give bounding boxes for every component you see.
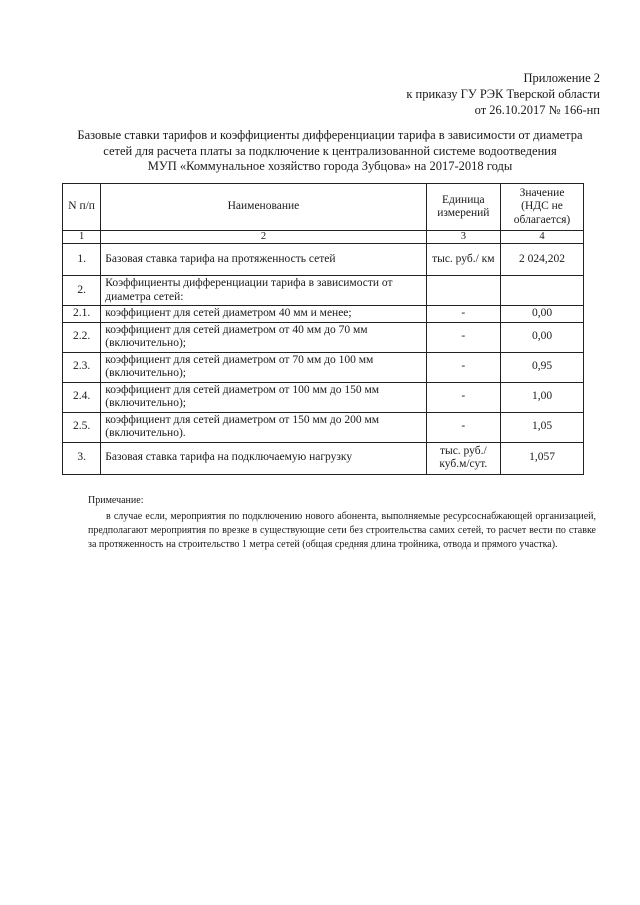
row-num: 1.	[63, 244, 101, 276]
row-name: коэффициент для сетей диаметром от 70 мм до 100 мм (включительно);	[101, 352, 426, 382]
header-unit: Единица измерений	[426, 184, 500, 231]
row-unit: -	[426, 306, 500, 323]
row-unit	[426, 276, 500, 306]
appendix-block	[406, 70, 600, 118]
row-value	[501, 276, 584, 306]
row-value: 0,95	[501, 352, 584, 382]
table-row	[63, 322, 584, 352]
table-row	[63, 442, 584, 474]
row-value: 1,05	[501, 412, 584, 442]
row-name: коэффициент для сетей диаметром от 40 мм до 70 мм (включительно);	[101, 322, 426, 352]
row-unit: тыс. руб./ куб.м/сут.	[426, 442, 500, 474]
header-value: Значение (НДС не облагается)	[501, 184, 584, 231]
row-name: коэффициент для сетей диаметром от 150 мм до 200 мм (включительно).	[101, 412, 426, 442]
row-value: 0,00	[501, 306, 584, 323]
note-block	[88, 494, 596, 552]
row-value: 0,00	[501, 322, 584, 352]
row-num: 2.4.	[63, 382, 101, 412]
table-row	[63, 276, 584, 306]
row-name: Коэффициенты дифференциации тарифа в зависимости от диаметра сетей:	[101, 276, 426, 306]
row-unit: тыс. руб./ км	[426, 244, 500, 276]
table-row	[63, 412, 584, 442]
row-unit: -	[426, 412, 500, 442]
row-name: Базовая ставка тарифа на подключаемую нагрузку	[101, 442, 426, 474]
index-cell: 3	[426, 231, 500, 244]
note-title: Примечание:	[88, 495, 144, 506]
row-num: 2.	[63, 276, 101, 306]
appendix-order-date: от 26.10.2017 № 166-нп	[474, 103, 600, 117]
row-num: 2.1.	[63, 306, 101, 323]
row-value: 1,057	[501, 442, 584, 474]
row-num: 3.	[63, 442, 101, 474]
row-value: 2 024,202	[501, 244, 584, 276]
tariff-table	[62, 183, 584, 475]
row-num: 2.2.	[63, 322, 101, 352]
header-num: N п/п	[63, 184, 101, 231]
row-unit: -	[426, 382, 500, 412]
document-title	[60, 128, 600, 175]
index-cell: 4	[501, 231, 584, 244]
row-unit: -	[426, 322, 500, 352]
index-cell: 2	[101, 231, 426, 244]
appendix-order-ref: к приказу ГУ РЭК Тверской области	[406, 87, 600, 101]
title-line-3: МУП «Коммунальное хозяйство города Зубцова» на 2017-2018 годы	[147, 159, 513, 173]
note-text: в случае если, мероприятия по подключению нового абонента, выполняемые ресурсоснабжающей организацией, предполагают мероприятия по врезке в существующие сети без строительства самих сетей, то расчет вести по ставке за протяженность на строительство 1 метра сетей (общая средняя длина тройника, отвода и прямого участка).	[88, 511, 596, 550]
row-value: 1,00	[501, 382, 584, 412]
table-row	[63, 382, 584, 412]
row-num: 2.3.	[63, 352, 101, 382]
title-line-2: сетей для расчета платы за подключение к централизованной системе водоотведения	[103, 143, 557, 158]
index-cell: 1	[63, 231, 101, 244]
row-num: 2.5.	[63, 412, 101, 442]
row-name: коэффициент для сетей диаметром от 100 мм до 150 мм (включительно);	[101, 382, 426, 412]
row-unit: -	[426, 352, 500, 382]
appendix-number: Приложение 2	[523, 71, 600, 85]
table-row	[63, 244, 584, 276]
row-name: коэффициент для сетей диаметром 40 мм и менее;	[101, 306, 426, 323]
table-index-row	[63, 231, 584, 244]
row-name: Базовая ставка тарифа на протяженность сетей	[101, 244, 426, 276]
title-line-1: Базовые ставки тарифов и коэффициенты дифференциации тарифа в зависимости от диаметра	[77, 128, 583, 142]
header-name: Наименование	[101, 184, 426, 231]
table-row	[63, 352, 584, 382]
table-row	[63, 306, 584, 323]
table-header-row	[63, 184, 584, 231]
